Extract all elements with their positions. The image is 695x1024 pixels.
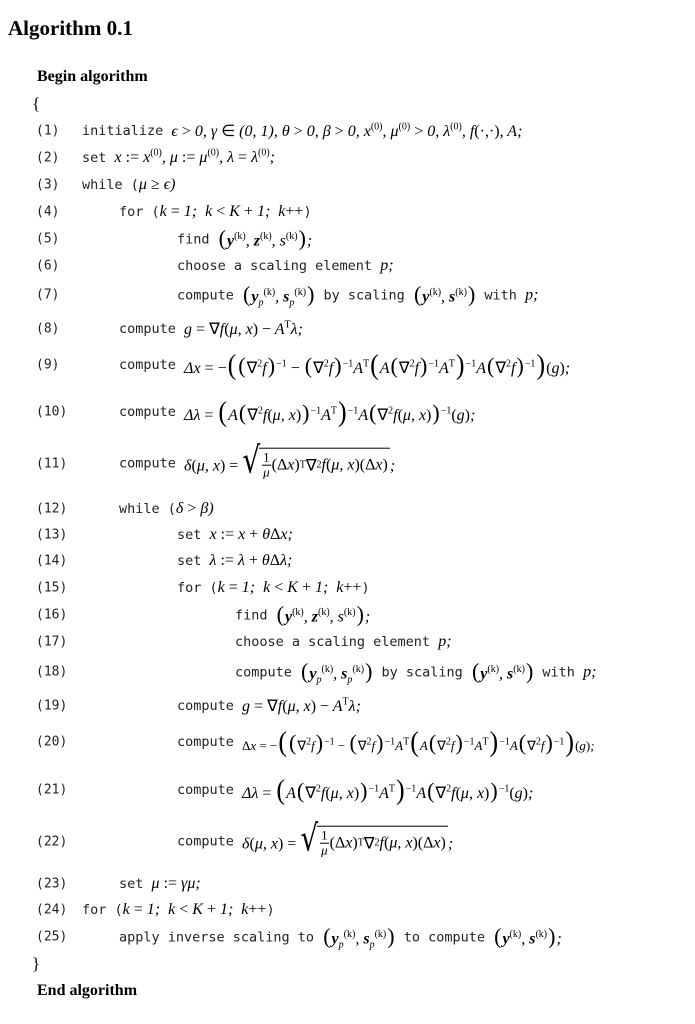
keyword: compute bbox=[177, 734, 234, 750]
line-number: (16) bbox=[36, 607, 68, 623]
keyword: set bbox=[177, 527, 202, 543]
line-number: (20) bbox=[36, 734, 68, 750]
line-code bbox=[177, 257, 394, 275]
line-number: (25) bbox=[36, 929, 68, 945]
line-code bbox=[177, 526, 293, 544]
algorithm-line-18 bbox=[0, 657, 695, 687]
algorithm-line-20 bbox=[0, 727, 695, 757]
line-code bbox=[235, 633, 452, 651]
line-math: $\Delta x = -((\nabla^2f)^{-1} - (\nabla^2f)^{-1}A^T(A(\nabla^2f)^{-1}A^T)^{-1}A(\nabla^2f)^{-1})(g)$; bbox=[184, 348, 571, 381]
keyword: find bbox=[177, 231, 210, 247]
algorithm-line-2 bbox=[0, 143, 695, 173]
line-code bbox=[119, 875, 201, 893]
line-number: (21) bbox=[36, 782, 68, 798]
line-number: (19) bbox=[36, 698, 68, 714]
line-math: k = 1; k < K + 1; k++ bbox=[217, 579, 362, 596]
algorithm-line-10 bbox=[0, 397, 695, 427]
line-math: ($y_p^{(k)}$, $s_p^{(k)}$) bbox=[243, 281, 315, 309]
line-number: (22) bbox=[36, 834, 68, 850]
line-math: k = 1; k < K + 1; k++ bbox=[159, 203, 304, 220]
line-math: ($y^{(k)}$, $z^{(k)}$, $s^{(k)}$); bbox=[276, 601, 371, 627]
keyword: set bbox=[82, 150, 107, 166]
keyword: initialize bbox=[82, 123, 164, 139]
keyword: apply inverse scaling to bbox=[119, 929, 315, 945]
line-code: compute ($y_p^{(k)}$, $s_p^{(k)}$) by scaling ($y^{(k)}$, $s^{(k)}$) with p; bbox=[177, 281, 539, 309]
line-code: while ( δ > β ) bbox=[119, 500, 214, 517]
line-number: (4) bbox=[36, 204, 60, 220]
line-math: ϵ > 0, γ ∈ (0, 1), θ > 0, β > 0, $x^{(0)}$, $\mu^{(0)} > 0$, $\lambda^{(0)}$, f(·,·), A; bbox=[171, 121, 523, 140]
algorithm-line-16 bbox=[0, 600, 695, 630]
line-math: ($y_p^{(k)}$, $s_p^{(k)}$) bbox=[323, 923, 395, 951]
line-math: k = 1; k < K + 1; k++ bbox=[122, 901, 267, 918]
line-number: (5) bbox=[36, 231, 60, 247]
line-code bbox=[177, 773, 534, 806]
line-math: δ(μ, x) = √ $\frac{1}{\mu}$ (Δ x ) T ∇ 2 f ( μ, x )(Δ x ) ; bbox=[184, 438, 396, 482]
algorithm-line-11 bbox=[0, 438, 695, 482]
algorithm-line-17 bbox=[0, 627, 695, 657]
keyword: for bbox=[82, 902, 107, 918]
keyword: for bbox=[177, 580, 202, 596]
line-number: (11) bbox=[36, 456, 68, 472]
line-code: apply inverse scaling to ($y_p^{(k)}$, $s_p^{(k)}$) to compute ($y^{(k)}$, $s^{(k)}$); bbox=[119, 923, 562, 951]
algorithm-line-14 bbox=[0, 546, 695, 576]
keyword: compute bbox=[235, 664, 292, 680]
keyword: compute bbox=[119, 456, 176, 472]
algorithm-line-9 bbox=[0, 350, 695, 380]
line-math: p; bbox=[438, 633, 452, 650]
line-number: (12) bbox=[36, 501, 68, 517]
line-number: (15) bbox=[36, 580, 68, 596]
line-code bbox=[82, 121, 522, 141]
close-brace: } bbox=[32, 954, 41, 973]
line-code: while ( μ ≥ ϵ ) bbox=[82, 176, 176, 193]
keyword: set bbox=[119, 876, 144, 892]
line-code bbox=[119, 319, 303, 339]
line-number: (7) bbox=[36, 287, 60, 303]
algorithm-title: Algorithm 0.1 bbox=[8, 16, 133, 40]
line-code bbox=[82, 149, 275, 167]
line-math: ($y_p^{(k)}$, $s_p^{(k)}$) bbox=[301, 658, 373, 686]
line-code: for ( k = 1; k < K + 1; k++ ) bbox=[82, 901, 275, 918]
algorithm-line-15 bbox=[0, 573, 695, 603]
algorithm-line-8 bbox=[0, 314, 695, 344]
line-code bbox=[235, 601, 371, 627]
line-math: $\Delta x = -((\nabla^2f)^{-1} - (\nabla^2f)^{-1}A^T(A(\nabla^2f)^{-1}A^T)^{-1}A(\nabla^2f)^{-1})(g)$; bbox=[242, 725, 595, 758]
line-code bbox=[119, 395, 476, 428]
keyword: compute bbox=[177, 287, 234, 303]
algorithm-line-7 bbox=[0, 280, 695, 310]
algorithm-line-22 bbox=[0, 816, 695, 860]
line-code bbox=[177, 696, 361, 716]
keyword: while bbox=[82, 177, 123, 193]
open-brace: { bbox=[32, 94, 41, 113]
keyword: compute bbox=[177, 834, 234, 850]
line-math: δ > β bbox=[175, 500, 209, 517]
line-number: (23) bbox=[36, 876, 68, 892]
keyword: set bbox=[177, 553, 202, 569]
line-number: (3) bbox=[36, 177, 60, 193]
line-number: (13) bbox=[36, 527, 68, 543]
keyword: for bbox=[119, 204, 144, 220]
line-code bbox=[177, 225, 313, 251]
line-number: (14) bbox=[36, 553, 68, 569]
keyword: find bbox=[235, 607, 268, 623]
keyword: compute bbox=[119, 357, 176, 373]
line-math: Δλ = (A(∇$^2$f(μ, $x))^{-1}A^T)^{-1}A(\nabla^2f(\mu$, x))$^{-1}$(g); bbox=[242, 773, 534, 806]
algorithm-line-5 bbox=[0, 224, 695, 254]
algorithm-line-24 bbox=[0, 895, 695, 925]
line-math: ($y^{(k)}$, $z^{(k)}$, $s^{(k)}$); bbox=[218, 225, 313, 251]
line-code bbox=[119, 348, 571, 381]
keyword: choose a scaling element bbox=[235, 634, 431, 650]
line-number: (1) bbox=[36, 123, 60, 139]
line-code bbox=[177, 816, 454, 860]
line-math: x := $x^{(0)}$, μ := $\mu^{(0)}$, $\lambda = \lambda^{(0)}$; bbox=[114, 147, 275, 166]
algorithm-line-25 bbox=[0, 922, 695, 952]
keyword: compute bbox=[119, 404, 176, 420]
end-algorithm-label: End algorithm bbox=[37, 982, 138, 999]
line-number: (2) bbox=[36, 150, 60, 166]
line-math: p; bbox=[380, 257, 394, 274]
line-number: (10) bbox=[36, 404, 68, 420]
line-code: compute ($y_p^{(k)}$, $s_p^{(k)}$) by scaling ($y^{(k)}$, $s^{(k)}$) with p; bbox=[235, 658, 597, 686]
keyword: while bbox=[119, 501, 160, 517]
keyword: compute bbox=[119, 321, 176, 337]
line-code bbox=[119, 438, 396, 482]
line-math: λ := λ + θΔλ; bbox=[209, 552, 293, 569]
line-code bbox=[177, 725, 595, 758]
algorithm-line-21 bbox=[0, 775, 695, 805]
algorithm-line-3 bbox=[0, 170, 695, 200]
keyword: choose a scaling element bbox=[177, 258, 373, 274]
line-code: for ( k = 1; k < K + 1; k++ ) bbox=[119, 203, 312, 220]
line-code: for ( k = 1; k < K + 1; k++ ) bbox=[177, 579, 370, 596]
keyword: compute bbox=[177, 698, 234, 714]
algorithm-line-4 bbox=[0, 197, 695, 227]
line-number: (9) bbox=[36, 357, 60, 373]
line-code bbox=[177, 552, 292, 570]
line-number: (18) bbox=[36, 664, 68, 680]
line-math: g = ∇f(μ, $x) - A^T\lambda$; bbox=[242, 696, 361, 715]
algorithm-line-19 bbox=[0, 691, 695, 721]
algorithm-line-6 bbox=[0, 251, 695, 281]
begin-algorithm-label: Begin algorithm bbox=[37, 68, 148, 85]
line-number: (24) bbox=[36, 902, 68, 918]
line-math: Δλ = (A(∇$^2$f(μ, $x))^{-1}A^T)^{-1}A(\nabla^2f(\mu$, x))$^{-1}$(g); bbox=[184, 395, 476, 428]
line-number: (8) bbox=[36, 321, 60, 337]
line-number: (17) bbox=[36, 634, 68, 650]
line-math: μ := γμ; bbox=[151, 875, 201, 892]
line-math: μ ≥ ϵ bbox=[138, 176, 171, 193]
line-math: δ(μ, x) = √ $\frac{1}{\mu}$ (Δ x ) T ∇ 2 f ( μ, x )(Δ x ) ; bbox=[242, 816, 454, 860]
algorithm-line-1 bbox=[0, 116, 695, 146]
line-math: g = ∇f(μ, $x) - A^T\lambda$; bbox=[184, 319, 303, 338]
line-math: x := x + θΔx; bbox=[209, 526, 293, 543]
line-number: (6) bbox=[36, 258, 60, 274]
keyword: compute bbox=[177, 782, 234, 798]
